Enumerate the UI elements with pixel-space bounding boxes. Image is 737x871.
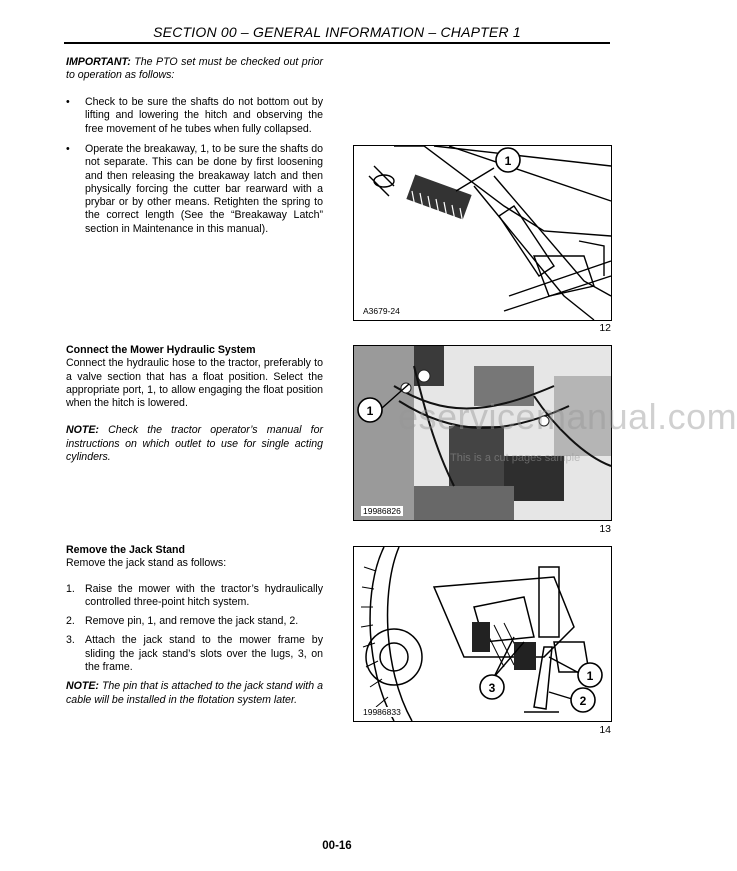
callout-1-label: 1: [366, 404, 374, 418]
step-text: Remove pin, 1, and remove the jack stand, 2.: [85, 615, 299, 628]
important-paragraph: [66, 56, 323, 83]
watermark-sub: This is a cut pages sample: [450, 452, 581, 464]
list-item: [66, 583, 323, 610]
header-rule: [64, 42, 610, 44]
note-text: The pin that is attached to the jack stand with a cable will be installed in the flotation system later.: [66, 680, 323, 706]
note-lead: NOTE:: [66, 424, 99, 437]
figure-jack-stand: [353, 546, 612, 722]
jack-note: [66, 680, 323, 707]
figure-code: A3679-24: [363, 306, 400, 316]
section-title: SECTION 00 – GENERAL INFORMATION – CHAPTER 1: [153, 24, 521, 40]
note-text: Check the tractor operator’s manual for instructions on which outlet to use for single acting cylinders.: [66, 424, 323, 464]
page-number: 00-16: [322, 840, 352, 852]
step-number: 2.: [66, 615, 75, 628]
figure-number: 12: [599, 322, 611, 334]
figure-code: 19986826: [363, 506, 401, 516]
hydraulic-heading: Connect the Mower Hydraulic System: [66, 344, 256, 356]
jack-heading: Remove the Jack Stand: [66, 544, 185, 556]
list-item: [66, 634, 323, 674]
step-text: Raise the mower with the tractor’s hydraulically controlled three-point hitch system.: [85, 582, 323, 608]
step-number: 1.: [66, 582, 75, 595]
bullet-text: Operate the breakaway, 1, to be sure the shafts do not separate. This can be done by first loosening and then releasing the breakaway latch and then physically forcing the cutter bar rearward with a prybar or by other means. Retighten the spring to the correct length (See the “Breakaway Latch” section in Maintenance in this manual).: [85, 143, 323, 235]
figure-number: 14: [599, 724, 611, 736]
note-lead: NOTE:: [66, 680, 99, 693]
step-number: 3.: [66, 634, 75, 647]
important-lead: IMPORTANT:: [66, 56, 131, 68]
figure-number: 13: [599, 523, 611, 535]
callout-1-label: 1: [504, 154, 512, 168]
important-text: The PTO set must be checked out prior to operation as follows:: [66, 56, 323, 82]
hydraulic-section: [66, 344, 323, 464]
page-header: [64, 20, 610, 42]
callout-1-label: 1: [586, 669, 594, 683]
callout-2-label: 2: [579, 694, 587, 708]
hydraulic-note: [66, 424, 323, 464]
important-block: [66, 56, 323, 83]
step-text: Attach the jack stand to the mower frame by sliding the jack stand’s slots over the lugs, 3, on the frame.: [85, 634, 323, 674]
bullet-dot: •: [66, 143, 70, 155]
bullet-text: Check to be sure the shafts do not bottom out by lifting and lowering the hitch and observing the free movement of he tubes when fully collapsed.: [85, 96, 323, 135]
callout-3-label: 3: [488, 681, 496, 695]
hydraulic-text: Connect the hydraulic hose to the tractor, preferably to a valve section that has a float position. Select the appropriate port, 1, to allow engaging the float position when the hitch is lowered.: [66, 357, 323, 410]
figure-breakaway: [353, 145, 612, 321]
jack-stand-illustration: [354, 547, 611, 721]
bullet-item: [66, 143, 323, 236]
breakaway-illustration: [354, 146, 611, 320]
jack-intro: Remove the jack stand as follows:: [66, 557, 227, 570]
watermark: eservicemanual.com: [398, 396, 737, 437]
bullet-dot: •: [66, 96, 70, 108]
figure-code: 19986833: [363, 707, 401, 717]
jack-section: [66, 544, 323, 707]
list-item: [66, 615, 323, 628]
bullet-item: [66, 96, 323, 136]
